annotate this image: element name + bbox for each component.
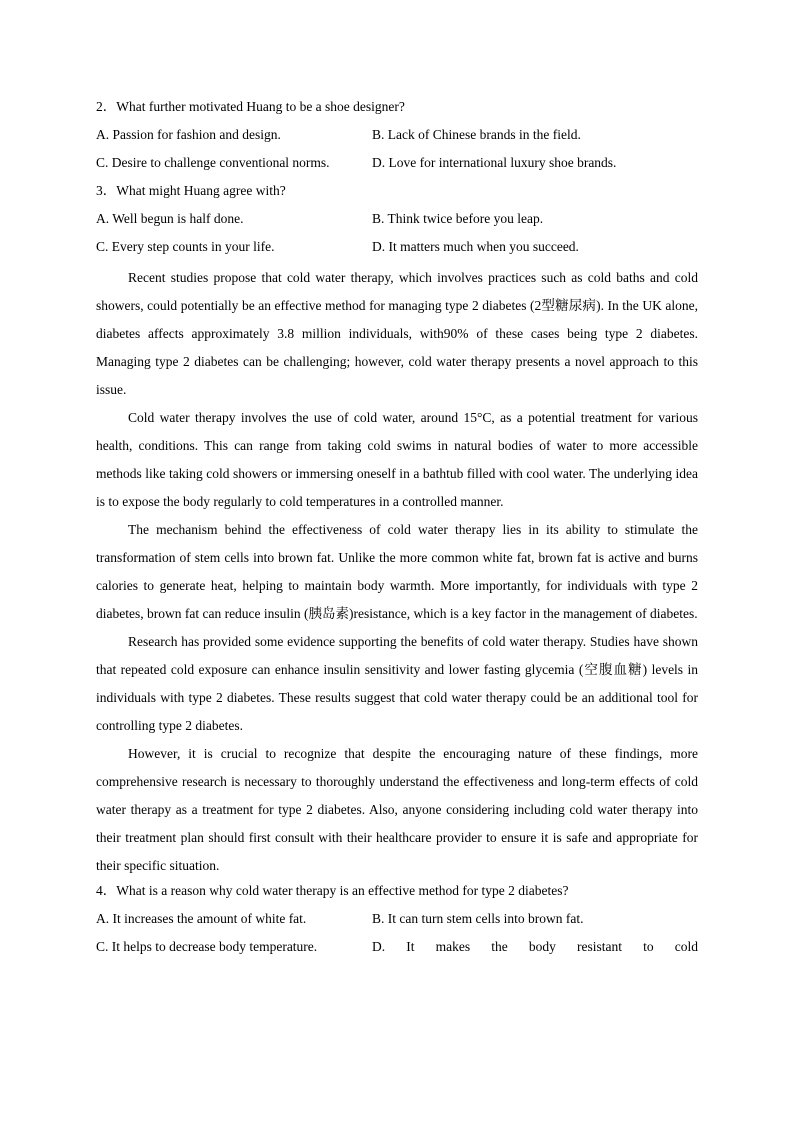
question-3-options-row-1 [96,208,698,236]
question-4-option-a: A. It increases the amount of white fat. [96,911,307,926]
question-2-option-a: A. Passion for fashion and design. [96,127,281,142]
question-3-stem: 3．What might Huang agree with? [96,183,286,198]
question-3-option-c: C. Every step counts in your life. [96,239,275,254]
question-4-option-b: B. It can turn stem cells into brown fat. [372,911,584,926]
question-4-stem: 4．What is a reason why cold water therapy is an effective method for type 2 diabetes? [96,883,569,898]
question-4-options-row-1 [96,908,698,936]
question-2-options-row-2 [96,152,698,180]
reading-passage [96,264,698,880]
question-2-option-c: C. Desire to challenge conventional norms. [96,155,330,170]
question-2-stem: 2．What further motivated Huang to be a shoe designer? [96,99,405,114]
question-4-option-c: C. It helps to decrease body temperature. [96,939,318,954]
question-2-option-b: B. Lack of Chinese brands in the field. [372,127,581,142]
passage-paragraph-1: Recent studies propose that cold water therapy, which involves practices such as cold baths and cold showers, could potentially be an effective method for managing type 2 diabetes (2型糖尿病). In the UK alone, diabetes affects approximately 3.8 million individuals, with90% of these cases being type 2 diabetes. Managing type 2 diabetes can be challenging; however, cold water therapy presents a novel approach to this issue. [96,270,698,397]
question-3-option-b: B. Think twice before you leap. [372,211,544,226]
question-3-option-a: A. Well begun is half done. [96,211,244,226]
question-2-option-d: D. Love for international luxury shoe brands. [372,155,617,170]
passage-paragraph-2: Cold water therapy involves the use of cold water, around 15°C, as a potential treatment for various health, conditions. This can range from taking cold swims in natural bodies of water to more accessible methods like taking cold showers or immersing oneself in a bathtub filled with cool water. The underlying idea is to expose the body regularly to cold temperatures in a controlled manner. [96,410,698,509]
question-3-option-d: D. It matters much when you succeed. [372,239,579,254]
question-4-options-row-2 [96,936,698,964]
page-content [96,96,698,964]
question-4-option-d: D. It makes the body resistant to cold [372,939,698,954]
question-2-options-row-1 [96,124,698,152]
question-3-options-row-2 [96,236,698,264]
passage-paragraph-5: However, it is crucial to recognize that despite the encouraging nature of these findings, more comprehensive research is necessary to thoroughly understand the effectiveness and long-term effects of cold water therapy as a treatment for type 2 diabetes. Also, anyone considering including cold water therapy into their treatment plan should first consult with their healthcare provider to ensure it is safe and appropriate for their specific situation. [96,746,698,873]
passage-paragraph-4: Research has provided some evidence supporting the benefits of cold water therapy. Studies have shown that repeated cold exposure can enhance insulin sensitivity and lower fasting glycemia (空腹血糖) levels in individuals with type 2 diabetes. These results suggest that cold water therapy could be an additional tool for controlling type 2 diabetes. [96,634,698,733]
passage-paragraph-3: The mechanism behind the effectiveness of cold water therapy lies in its ability to stimulate the transformation of stem cells into brown fat. Unlike the more common white fat, brown fat is active and burns calories to generate heat, helping to maintain body warmth. More importantly, for individuals with type 2 diabetes, brown fat can reduce insulin (胰岛素)resistance, which is a key factor in the management of diabetes. [96,522,698,621]
